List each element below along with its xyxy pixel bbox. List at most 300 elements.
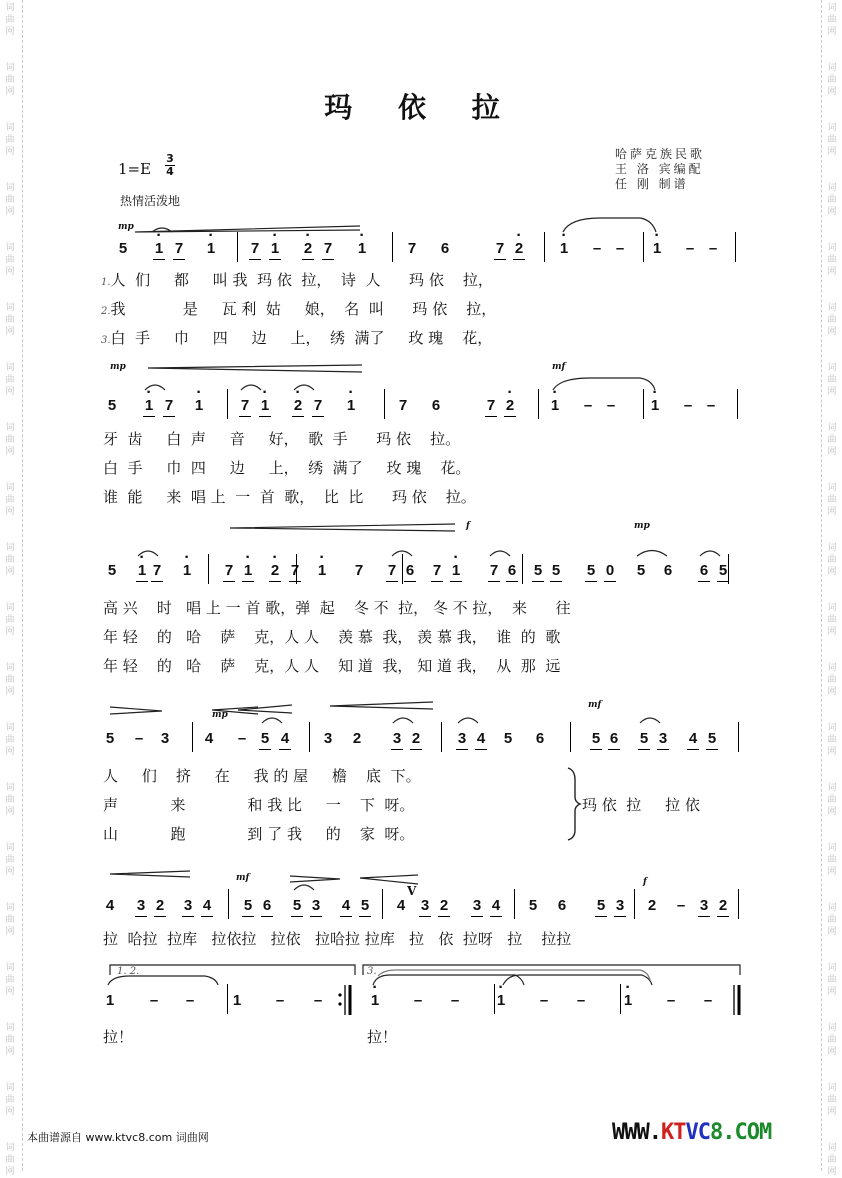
watermark-char: 网 bbox=[827, 927, 837, 937]
note: · 1 bbox=[621, 992, 635, 1009]
note: · 1 bbox=[650, 240, 664, 257]
dynamic-mark: mp bbox=[118, 222, 134, 232]
watermark-char: 网 bbox=[827, 507, 837, 517]
watermark-char: 词 bbox=[827, 723, 837, 733]
barline bbox=[237, 232, 238, 262]
note: · 2 bbox=[301, 240, 315, 257]
credit-origin: 哈萨克族民歌 bbox=[615, 147, 706, 161]
watermark-char: 词 bbox=[5, 1143, 15, 1153]
note: 5 bbox=[241, 897, 255, 914]
note: · 1 bbox=[258, 397, 272, 414]
note: 3 bbox=[418, 897, 432, 914]
watermark-char: 曲 bbox=[5, 795, 15, 805]
watermark-char: 曲 bbox=[827, 315, 837, 325]
note: 7 bbox=[162, 397, 176, 414]
watermark-char: 曲 bbox=[5, 135, 15, 145]
lyric-text: 年 轻 的 哈 萨 克，人 人 知 道 我， 知 道 我， 从 那 远 bbox=[103, 657, 561, 675]
watermark-char: 词 bbox=[827, 423, 837, 433]
watermark-char: 网 bbox=[827, 267, 837, 277]
note: · 1 bbox=[548, 397, 562, 414]
note: – bbox=[583, 397, 593, 414]
watermark-char: 曲 bbox=[827, 1035, 837, 1045]
verse-number: 1. bbox=[101, 277, 111, 288]
watermark-char: 曲 bbox=[5, 735, 15, 745]
note: 4 bbox=[200, 897, 214, 914]
watermark-char: 词 bbox=[827, 243, 837, 253]
watermark-char: 曲 bbox=[827, 135, 837, 145]
barline bbox=[384, 389, 385, 419]
dynamic-mark: f bbox=[643, 877, 647, 887]
lyric-text: 谁 能 来 唱 上 一 首 歌， 比 比 玛 依 拉。 bbox=[103, 488, 476, 506]
watermark-char: 词 bbox=[827, 543, 837, 553]
watermark-char: 网 bbox=[827, 627, 837, 637]
note: 5 bbox=[528, 897, 538, 914]
watermark-char: 网 bbox=[827, 747, 837, 757]
watermark-char: 曲 bbox=[5, 1155, 15, 1165]
watermark-char: 词 bbox=[827, 1083, 837, 1093]
lyric-line bbox=[103, 1026, 133, 1047]
watermark-char: 曲 bbox=[5, 975, 15, 985]
note: 3 bbox=[697, 897, 711, 914]
verse-number: 3. bbox=[101, 335, 111, 346]
watermark-char: 网 bbox=[5, 387, 15, 397]
note: 2 bbox=[437, 897, 451, 914]
watermark-char: 曲 bbox=[827, 255, 837, 265]
note: – bbox=[134, 730, 144, 747]
credit-transcriber: 任 刚 制谱 bbox=[615, 177, 689, 191]
watermark-char: 网 bbox=[827, 27, 837, 37]
logo-vc: VC bbox=[685, 1120, 710, 1145]
watermark-char: 曲 bbox=[827, 195, 837, 205]
note: – bbox=[683, 397, 693, 414]
logo-www: WWW. bbox=[612, 1120, 661, 1145]
note: · 2 bbox=[268, 562, 282, 579]
watermark-char: 词 bbox=[5, 1083, 15, 1093]
note: · 2 bbox=[503, 397, 517, 414]
barline bbox=[522, 554, 523, 584]
note: 2 bbox=[647, 897, 657, 914]
watermark-char: 曲 bbox=[827, 1155, 837, 1165]
barline bbox=[382, 889, 383, 919]
note: 7 bbox=[150, 562, 164, 579]
watermark-char: 词 bbox=[827, 123, 837, 133]
watermark-char: 曲 bbox=[5, 15, 15, 25]
note: 5 bbox=[107, 397, 117, 414]
watermark-char: 词 bbox=[5, 1023, 15, 1033]
note: · 1 bbox=[557, 240, 571, 257]
note: 5 bbox=[105, 730, 115, 747]
note: 5 bbox=[503, 730, 513, 747]
watermark-char: 曲 bbox=[827, 915, 837, 925]
lyric-text: 山 跑 到 了 我 的 家 呀。 bbox=[103, 825, 415, 843]
note: 7 bbox=[407, 240, 417, 257]
note: 6 bbox=[505, 562, 519, 579]
dynamic-mark: f bbox=[466, 521, 470, 531]
watermark-char: 网 bbox=[5, 507, 15, 517]
barline bbox=[643, 389, 644, 419]
note: 6 bbox=[557, 897, 567, 914]
watermark-char: 曲 bbox=[827, 675, 837, 685]
lyric-line bbox=[103, 486, 476, 507]
note: 5 bbox=[705, 730, 719, 747]
verse-number: 2. bbox=[101, 306, 111, 317]
watermark-char: 词 bbox=[827, 783, 837, 793]
barline bbox=[643, 232, 644, 262]
note: – bbox=[592, 240, 602, 257]
note: 6 bbox=[535, 730, 545, 747]
note: 4 bbox=[105, 897, 115, 914]
note: 4 bbox=[686, 730, 700, 747]
note: 6 bbox=[431, 397, 441, 414]
note: – bbox=[606, 397, 616, 414]
watermark-char: 词 bbox=[827, 843, 837, 853]
note: 7 bbox=[238, 397, 252, 414]
lyric-text: 白 手 巾 四 边 上， 绣 满了 玫 瑰 花。 bbox=[103, 459, 471, 477]
watermark-char: 网 bbox=[827, 1107, 837, 1117]
note: – bbox=[676, 897, 686, 914]
note: 4 bbox=[339, 897, 353, 914]
lyric-line bbox=[103, 823, 414, 844]
note: 4 bbox=[396, 897, 406, 914]
watermark-char: 曲 bbox=[5, 555, 15, 565]
note: · 1 bbox=[355, 240, 369, 257]
note: 5 bbox=[531, 562, 545, 579]
lyric-line bbox=[367, 1026, 397, 1047]
watermark-char: 词 bbox=[5, 543, 15, 553]
note: – bbox=[413, 992, 423, 1009]
note: 5 bbox=[584, 562, 598, 579]
watermark-char: 词 bbox=[827, 603, 837, 613]
barline bbox=[392, 232, 393, 262]
dynamic-mark: mf bbox=[552, 362, 566, 372]
note: 6 bbox=[440, 240, 450, 257]
watermark-char: 网 bbox=[827, 447, 837, 457]
watermark-char: 词 bbox=[827, 663, 837, 673]
note: 5 bbox=[637, 730, 651, 747]
note: 7 bbox=[487, 562, 501, 579]
watermark-char: 曲 bbox=[827, 15, 837, 25]
note: · 1 bbox=[648, 397, 662, 414]
watermark-char: 网 bbox=[827, 807, 837, 817]
watermark-char: 曲 bbox=[5, 255, 15, 265]
lyric-text: 年 轻 的 哈 萨 克，人 人 羡 慕 我， 羡 慕 我， 谁 的 歌 bbox=[103, 628, 561, 646]
note: 7 bbox=[172, 240, 186, 257]
watermark-char: 词 bbox=[5, 963, 15, 973]
note: 3 bbox=[160, 730, 170, 747]
watermark-char: 网 bbox=[5, 1047, 15, 1057]
watermark-char: 曲 bbox=[5, 495, 15, 505]
watermark-char: 曲 bbox=[5, 75, 15, 85]
note: 2 bbox=[352, 730, 362, 747]
watermark-char: 网 bbox=[827, 87, 837, 97]
barline bbox=[738, 722, 739, 752]
watermark-char: 词 bbox=[5, 63, 15, 73]
watermark-char: 词 bbox=[5, 903, 15, 913]
barline bbox=[538, 389, 539, 419]
dynamic-mark: mp bbox=[110, 362, 126, 372]
watermark-char: 网 bbox=[827, 327, 837, 337]
key-signature: 1=E bbox=[118, 160, 152, 178]
lyric-line bbox=[101, 298, 496, 319]
note: · 1 bbox=[180, 562, 194, 579]
watermark-char: 网 bbox=[5, 1107, 15, 1117]
note: 6 bbox=[260, 897, 274, 914]
watermark-char: 曲 bbox=[5, 915, 15, 925]
note: 7 bbox=[311, 397, 325, 414]
watermark-char: 网 bbox=[827, 867, 837, 877]
site-logo[interactable] bbox=[612, 1120, 771, 1145]
credit-arranger: 王 洛 宾编配 bbox=[615, 162, 704, 176]
lyric-line bbox=[103, 626, 560, 647]
note: 5 bbox=[589, 730, 603, 747]
right-watermark-strip bbox=[821, 0, 842, 1177]
watermark-char: 曲 bbox=[827, 1095, 837, 1105]
note: · 1 bbox=[315, 562, 329, 579]
song-title: 玛 依 拉 bbox=[324, 91, 518, 124]
lyric-text: 人 们 挤 在 我 的 屋 檐 底 下。 bbox=[103, 767, 421, 785]
watermark-char: 词 bbox=[5, 303, 15, 313]
watermark-char: 词 bbox=[827, 1143, 837, 1153]
note: 7 bbox=[248, 240, 262, 257]
lyric-line bbox=[101, 327, 492, 348]
watermark-char: 词 bbox=[5, 603, 15, 613]
lyric-line bbox=[103, 457, 470, 478]
watermark-char: 词 bbox=[5, 423, 15, 433]
note: · 1 bbox=[344, 397, 358, 414]
breath-mark: V bbox=[407, 884, 417, 898]
watermark-char: 词 bbox=[5, 243, 15, 253]
note: 4 bbox=[278, 730, 292, 747]
note: 5 bbox=[636, 562, 646, 579]
note: 7 bbox=[430, 562, 444, 579]
note: · 1 bbox=[192, 397, 206, 414]
note: – bbox=[149, 992, 159, 1009]
note: 1 bbox=[232, 992, 242, 1009]
note: · 1 bbox=[268, 240, 282, 257]
lyric-text: 拉！ bbox=[367, 1028, 398, 1046]
watermark-char: 曲 bbox=[827, 615, 837, 625]
lyric-text: 拉 哈拉 拉库 拉依拉 拉依 拉哈拉 拉库 拉 依 拉呀 拉 拉拉 bbox=[103, 930, 572, 948]
watermark-char: 网 bbox=[827, 207, 837, 217]
watermark-char: 网 bbox=[5, 87, 15, 97]
note: – bbox=[450, 992, 460, 1009]
note: – bbox=[615, 240, 625, 257]
watermark-char: 网 bbox=[5, 627, 15, 637]
lyric-line bbox=[103, 597, 571, 618]
barline bbox=[620, 984, 621, 1014]
watermark-char: 网 bbox=[5, 807, 15, 817]
note: 0 bbox=[603, 562, 617, 579]
watermark-char: 词 bbox=[5, 483, 15, 493]
watermark-char: 网 bbox=[827, 567, 837, 577]
barline bbox=[494, 984, 495, 1014]
lyric-text: 牙 齿 白 声 音 好， 歌 手 玛 依 拉。 bbox=[103, 430, 461, 448]
watermark-char: 曲 bbox=[5, 855, 15, 865]
watermark-char: 曲 bbox=[5, 375, 15, 385]
watermark-char: 曲 bbox=[5, 195, 15, 205]
time-signature bbox=[165, 153, 175, 178]
watermark-char: 网 bbox=[5, 747, 15, 757]
dynamic-mark: mp bbox=[634, 521, 650, 531]
watermark-char: 曲 bbox=[5, 1095, 15, 1105]
barline bbox=[514, 889, 515, 919]
lyric-line bbox=[103, 794, 414, 815]
watermark-char: 词 bbox=[5, 723, 15, 733]
volta-3: 3. bbox=[367, 966, 377, 977]
note: 5 bbox=[594, 897, 608, 914]
note: 3 bbox=[323, 730, 333, 747]
time-signature-top: 3 bbox=[166, 152, 174, 165]
note: 5 bbox=[107, 562, 117, 579]
watermark-char: 词 bbox=[5, 123, 15, 133]
note: 5 bbox=[258, 730, 272, 747]
watermark-char: 曲 bbox=[827, 855, 837, 865]
barline bbox=[227, 984, 228, 1014]
barline bbox=[227, 389, 228, 419]
barline bbox=[728, 554, 729, 584]
lyric-text: 我 是 瓦 利 姑 娘， 名 叫 玛 依 拉， bbox=[110, 300, 497, 318]
note: 3 bbox=[181, 897, 195, 914]
barline bbox=[192, 722, 193, 752]
note: 3 bbox=[656, 730, 670, 747]
barline bbox=[296, 554, 297, 584]
watermark-char: 网 bbox=[827, 987, 837, 997]
note: 5 bbox=[549, 562, 563, 579]
watermark-char: 词 bbox=[827, 63, 837, 73]
note: · 1 bbox=[142, 397, 156, 414]
watermark-char: 网 bbox=[827, 1047, 837, 1057]
watermark-char: 曲 bbox=[5, 1035, 15, 1045]
watermark-char: 网 bbox=[827, 1167, 837, 1177]
note: 2 bbox=[153, 897, 167, 914]
watermark-char: 曲 bbox=[827, 975, 837, 985]
note: 3 bbox=[455, 730, 469, 747]
time-signature-bottom: 4 bbox=[166, 165, 174, 178]
watermark-char: 网 bbox=[5, 687, 15, 697]
note: 6 bbox=[697, 562, 711, 579]
watermark-char: 词 bbox=[827, 963, 837, 973]
note: · 1 bbox=[241, 562, 255, 579]
lyric-text: 声 来 和 我 比 一 下 呀。 bbox=[103, 796, 415, 814]
watermark-char: 网 bbox=[5, 927, 15, 937]
note: 7 bbox=[493, 240, 507, 257]
note: – bbox=[539, 992, 549, 1009]
watermark-char: 曲 bbox=[5, 675, 15, 685]
note: 6 bbox=[403, 562, 417, 579]
logo-kt: KT bbox=[660, 1120, 686, 1145]
barline bbox=[309, 722, 310, 752]
watermark-char: 网 bbox=[5, 567, 15, 577]
watermark-char: 网 bbox=[827, 147, 837, 157]
note: 6 bbox=[607, 730, 621, 747]
note: – bbox=[237, 730, 247, 747]
watermark-char: 网 bbox=[5, 327, 15, 337]
watermark-char: 网 bbox=[827, 387, 837, 397]
lyric-text: 高 兴 时 唱 上 一 首 歌，弹 起 冬 不 拉， 冬 不 拉， 来 往 bbox=[103, 599, 571, 617]
watermark-char: 词 bbox=[827, 3, 837, 13]
note: 1 bbox=[105, 992, 115, 1009]
watermark-char: 词 bbox=[827, 903, 837, 913]
watermark-char: 词 bbox=[5, 3, 15, 13]
dynamic-mark: mf bbox=[588, 700, 602, 710]
barline bbox=[570, 722, 571, 752]
watermark-char: 词 bbox=[5, 843, 15, 853]
logo-8: 8 bbox=[709, 1120, 723, 1145]
lyric-line bbox=[103, 765, 421, 786]
logo-com: .COM bbox=[722, 1120, 772, 1145]
volta-1-2: 1. 2. bbox=[117, 966, 140, 977]
watermark-char: 曲 bbox=[827, 735, 837, 745]
watermark-char: 曲 bbox=[827, 495, 837, 505]
note: – bbox=[706, 397, 716, 414]
note: 5 bbox=[118, 240, 128, 257]
note: – bbox=[708, 240, 718, 257]
watermark-char: 网 bbox=[5, 267, 15, 277]
source-credit: 本曲谱源自 www.ktvc8.com 词曲网 bbox=[27, 1131, 209, 1144]
watermark-char: 词 bbox=[5, 663, 15, 673]
watermark-char: 曲 bbox=[827, 375, 837, 385]
note: 3 bbox=[309, 897, 323, 914]
dynamic-mark: mp bbox=[212, 710, 228, 720]
note: 7 bbox=[222, 562, 236, 579]
barline bbox=[735, 232, 736, 262]
barline bbox=[737, 389, 738, 419]
barline bbox=[228, 889, 229, 919]
note: 4 bbox=[204, 730, 214, 747]
watermark-char: 词 bbox=[827, 183, 837, 193]
note: 2 bbox=[409, 730, 423, 747]
watermark-char: 网 bbox=[5, 207, 15, 217]
note: 3 bbox=[613, 897, 627, 914]
note: 7 bbox=[484, 397, 498, 414]
watermark-char: 词 bbox=[827, 483, 837, 493]
note: · 1 bbox=[494, 992, 508, 1009]
tempo-marking: 热情活泼地 bbox=[120, 194, 181, 208]
note: 3 bbox=[390, 730, 404, 747]
barline bbox=[402, 554, 403, 584]
lyric-line bbox=[103, 928, 571, 949]
watermark-char: 词 bbox=[5, 183, 15, 193]
watermark-char: 网 bbox=[5, 1167, 15, 1177]
credits bbox=[615, 147, 705, 192]
lyric-line bbox=[103, 428, 460, 449]
watermark-char: 曲 bbox=[827, 555, 837, 565]
lyric-text: 白 手 巾 四 边 上， 绣 满了 玫 瑰 花， bbox=[110, 329, 493, 347]
barline bbox=[634, 889, 635, 919]
barline bbox=[208, 554, 209, 584]
watermark-char: 词 bbox=[827, 1023, 837, 1033]
watermark-char: 网 bbox=[5, 867, 15, 877]
note: 4 bbox=[489, 897, 503, 914]
note: 2 bbox=[716, 897, 730, 914]
note: – bbox=[275, 992, 285, 1009]
note: 5 bbox=[716, 562, 730, 579]
watermark-char: 网 bbox=[5, 987, 15, 997]
lyric-line bbox=[101, 269, 493, 290]
dynamic-mark: mf bbox=[236, 873, 250, 883]
barline bbox=[441, 722, 442, 752]
note: 7 bbox=[385, 562, 399, 579]
note: 4 bbox=[474, 730, 488, 747]
note: 3 bbox=[134, 897, 148, 914]
note: 7 bbox=[288, 562, 302, 579]
note: – bbox=[313, 992, 323, 1009]
barline bbox=[544, 232, 545, 262]
watermark-char: 网 bbox=[5, 447, 15, 457]
lyric-text: 人 们 都 叫 我 玛 依 拉， 诗 人 玛 依 拉， bbox=[110, 271, 493, 289]
watermark-char: 曲 bbox=[827, 75, 837, 85]
watermark-char: 曲 bbox=[5, 435, 15, 445]
